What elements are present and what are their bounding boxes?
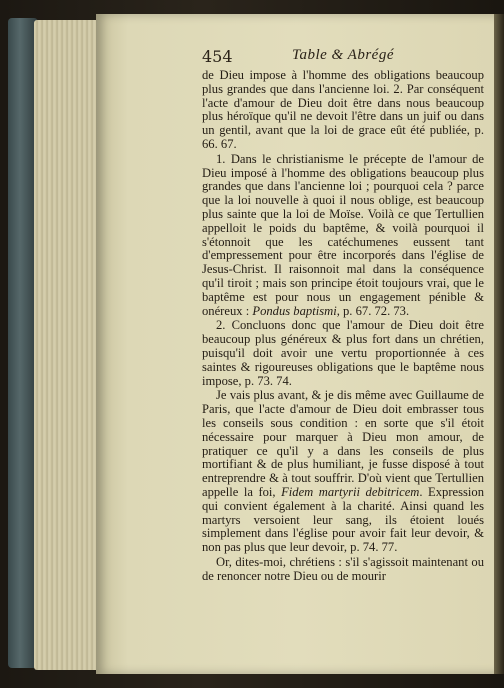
paragraph-4-text-a: Je vais plus avant, & je dis même avec Guillaume de Paris, que l'acte d'amour de Dieu doit embrasser tous les conseils sous condition : en sorte que s'il étoit nécessaire pour marquer à Dieu mon amour, de pratiquer ce qu'il y a dans les conseils de plus mortifiant & de plus humiliant, je fusse disposé à tout entreprendre & à tout souffrir. D'où vient que Tertullien appelle la foi, [202,388,484,499]
page-header [202,47,484,69]
paragraph-2-text: 1. Dans le christianisme le précepte de l'amour de Dieu imposé à l'homme des obligations beaucoup plus grandes que dans l'ancienne loi ; pourquoi cela ? parce que la loi nouvelle à quoi il nous oblige, est beaucoup plus sainte que la loi de Moïse. Voilà ce que Tertullien appelloit le poids du baptême, & voilà pourquoi il s'étonnoit que les catéchumenes eussent tant d'empressement pour être incorporés dans l'église de Jesus-Christ. Il raisonnoit mal dans la conséquence qu'il tiroit ; mais son principe étoit toujours vrai, que le baptême est pour nous un engagement pénible & onéreux : [202,151,484,318]
page-shadow [494,14,504,674]
paragraph-4-italic: Fidem martyrii debitricem [281,484,420,499]
paragraph-4-text-b: . Expression qui convient également à la charité. Ainsi quand les martyrs versoient leur sang, ils étoient loués simplement dans l'église pour avoir fait leur devoir, & non pas plus que leur devoir, p. 74. 77. [202,484,484,555]
paragraph-3: 2. Concluons donc que l'amour de Dieu doit être beaucoup plus généreux & plus fort dans un chrétien, puisqu'il doit avoir une vertu proportionnée à ces saintes & rigoureuses obligations que le baptême nous impose, p. 73. 74. [202,318,484,388]
page-number: 454 [202,47,233,66]
text-body [202,69,484,584]
paragraph-2 [202,153,484,319]
paragraph-2-italic: Pondus baptismi [252,303,337,318]
running-title: Table & Abrégé [291,47,394,63]
paragraph-1: de Dieu impose à l'homme des obligations beaucoup plus grandes que dans l'ancienne loi. 2. Par conséquent l'acte d'amour de Dieu doit être dans nous beaucoup plus héroïque qu'il ne devoit l'être dans un juif ou dans un gentil, avant que la loi de grace eût été publiée, p. 66. 67. [202,68,484,151]
paragraph-2-ref: , p. 67. 72. 73. [336,303,410,318]
paragraph-5: Or, dites-moi, chrétiens : s'il s'agissoit maintenant ou de renoncer notre Dieu ou de mourir [202,554,484,583]
paragraph-4 [202,389,484,555]
